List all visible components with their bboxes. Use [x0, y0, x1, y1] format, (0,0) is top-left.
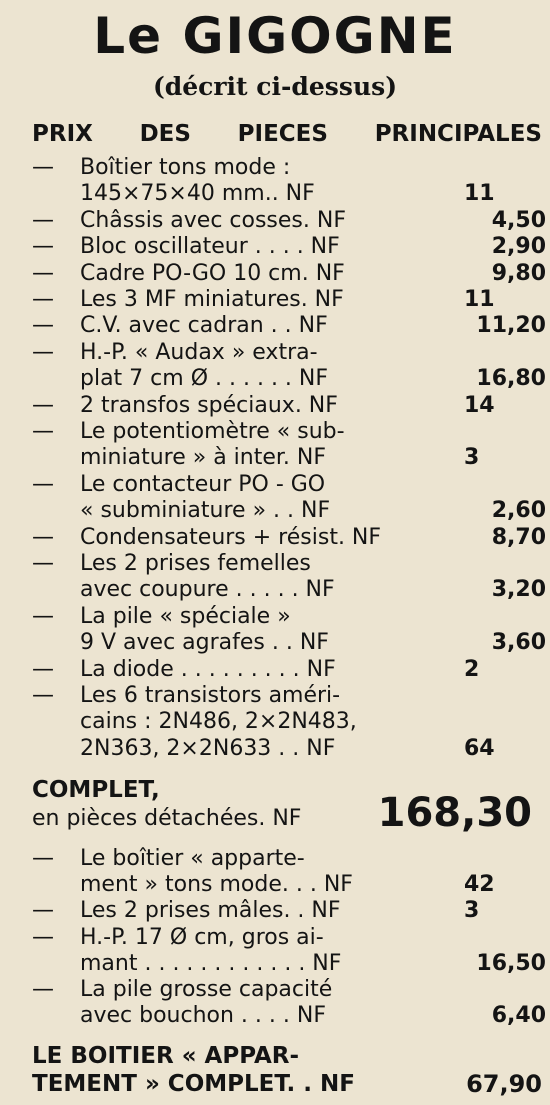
price-list-item-continuation [32, 1002, 550, 1029]
item-description: Les 3 MF miniatures. NF [80, 287, 344, 312]
item-dash: — [32, 471, 54, 497]
item-description: avec bouchon . . . . NF [80, 1003, 326, 1029]
price-list-item [32, 550, 550, 577]
complet-total-price: 168,30 [377, 790, 532, 836]
complet-label: COMPLET, [32, 777, 160, 803]
price-list-item [32, 392, 550, 419]
item-dash: — [32, 234, 54, 260]
item-description: La diode . . . . . . . . . NF [80, 656, 336, 682]
item-description: Les 2 prises mâles. . NF [80, 898, 341, 924]
item-price: 42 [464, 872, 495, 898]
price-list-item [32, 682, 550, 709]
item-description: plat 7 cm Ø . . . . . . NF [80, 366, 329, 392]
price-list-item [32, 924, 550, 951]
item-description: Les 6 transistors améri- [80, 683, 341, 708]
price-list-item [32, 524, 550, 551]
price-list-item [32, 312, 550, 339]
item-price: 3,60 [491, 630, 546, 656]
item-description: 9 V avec agrafes . . NF [80, 630, 329, 656]
item-price: 2,90 [491, 234, 546, 260]
price-list-item [32, 207, 550, 234]
final-line-2 [32, 1070, 542, 1098]
price-list-item [32, 154, 550, 181]
price-list-item-continuation [32, 871, 550, 898]
item-dash: — [32, 392, 54, 418]
price-list-item [32, 260, 550, 287]
price-list-item-continuation [32, 180, 550, 207]
final-line-1: LE BOITIER « APPAR- [32, 1043, 300, 1069]
item-description: 2N363, 2×2N633 . . NF [80, 735, 336, 761]
item-dash: — [32, 260, 54, 286]
item-description: La pile grosse capacité [80, 977, 333, 1002]
price-list-item-continuation [32, 576, 550, 603]
item-price: 3 [464, 445, 480, 471]
item-price: 11 [464, 181, 495, 207]
item-price: 2 [464, 656, 480, 682]
item-dash: — [32, 419, 54, 444]
item-description: Bloc oscillateur . . . . NF [80, 234, 340, 260]
item-price: 11 [464, 287, 495, 312]
item-description: Le boîtier « apparte- [80, 846, 305, 871]
price-list-item-continuation [32, 708, 550, 735]
item-description: Cadre PO-GO 10 cm. NF [80, 260, 345, 286]
item-dash: — [32, 603, 54, 629]
item-price: 64 [464, 735, 495, 761]
item-price: 11,20 [476, 313, 546, 339]
item-dash: — [32, 846, 54, 871]
item-description: 145×75×40 mm.. NF [80, 181, 315, 207]
item-dash: — [32, 287, 54, 312]
item-price: 9,80 [491, 260, 546, 286]
item-description: « subminiature » . . NF [80, 498, 331, 524]
price-list-item [32, 656, 550, 683]
price-list-item [32, 471, 550, 498]
item-description: Boîtier tons mode : [80, 155, 291, 180]
item-dash: — [32, 898, 54, 924]
item-price: 2,60 [491, 498, 546, 524]
item-dash: — [32, 924, 54, 950]
item-price: 3 [464, 898, 480, 924]
item-description: C.V. avec cadran . . NF [80, 313, 328, 339]
price-list-item [32, 233, 550, 260]
price-list-item-continuation [32, 444, 550, 471]
item-description: Le contacteur PO - GO [80, 471, 326, 497]
price-list-item [32, 339, 550, 366]
item-description: H.-P. « Audax » extra- [80, 339, 318, 365]
item-dash: — [32, 339, 54, 365]
heading-word: PRIX [32, 121, 93, 147]
heading-word: DES [139, 121, 191, 147]
item-price: 6,40 [491, 1003, 546, 1029]
item-dash: — [32, 656, 54, 682]
price-list-item [32, 976, 550, 1003]
ad-subtitle: (décrit ci-dessus) [152, 72, 398, 101]
item-dash: — [32, 551, 54, 576]
price-list-item-continuation [32, 735, 550, 762]
item-price: 16,50 [476, 950, 546, 976]
final-line-2-text: TEMENT » COMPLET. . NF [32, 1071, 355, 1097]
item-description: Les 2 prises femelles [80, 551, 311, 576]
item-description: 2 transfos spéciaux. NF [80, 392, 338, 418]
ad-title: Le GIGOGNE [93, 7, 457, 65]
price-list-item [32, 603, 550, 630]
item-description: avec coupure . . . . . NF [80, 577, 335, 603]
price-list-heading [32, 118, 542, 150]
item-price: 8,70 [491, 524, 546, 550]
item-description: mant . . . . . . . . . . . . NF [80, 950, 342, 976]
item-description: Le potentiomètre « sub- [80, 419, 345, 444]
item-description: H.-P. 17 Ø cm, gros ai- [80, 924, 324, 950]
item-description: Châssis avec cosses. NF [80, 207, 346, 233]
price-list-item-continuation [32, 365, 550, 392]
item-price: 16,80 [476, 366, 546, 392]
complet-description: en pièces détachées. NF [32, 806, 302, 831]
price-list-item-continuation [32, 497, 550, 524]
heading-word: PRINCIPALES [374, 121, 542, 147]
item-dash: — [32, 155, 54, 180]
item-dash: — [32, 683, 54, 708]
item-description: ment » tons mode. . . NF [80, 872, 353, 898]
price-list-item [32, 897, 550, 924]
price-list-item-continuation [32, 629, 550, 656]
item-description: miniature » à inter. NF [80, 445, 327, 471]
item-dash: — [32, 977, 54, 1002]
price-list-item [32, 286, 550, 313]
item-price: 3,20 [491, 577, 546, 603]
price-list-item-continuation [32, 950, 550, 977]
item-description: cains : 2N486, 2×2N483, [80, 709, 357, 735]
item-price: 14 [464, 392, 495, 418]
item-dash: — [32, 524, 54, 550]
item-dash: — [32, 313, 54, 339]
price-list-item [32, 845, 550, 872]
item-description: La pile « spéciale » [80, 603, 291, 629]
price-list-item [32, 418, 550, 445]
item-dash: — [32, 207, 54, 233]
heading-word: PIECES [237, 121, 328, 147]
final-total-price: 67,90 [466, 1070, 542, 1098]
item-price: 4,50 [491, 207, 546, 233]
item-description: Condensateurs + résist. NF [80, 524, 382, 550]
